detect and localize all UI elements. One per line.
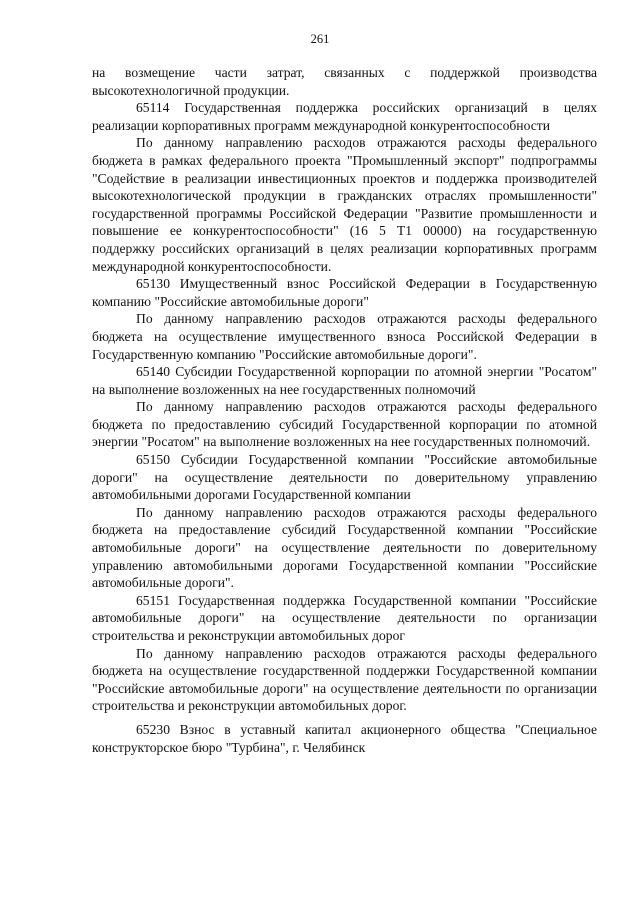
section-heading-65230: 65230 Взнос в уставный капитал акционерного общества "Специальное конструкторское бюро "Турбина", г. Челябинск — [92, 721, 597, 755]
section-heading-65140: 65140 Субсидии Государственной корпорации по атомной энергии "Росатом" на выполнение возложенных на нее государственных полномочий — [92, 364, 597, 397]
paragraph-65150-description: По данному направлению расходов отражаются расходы федерального бюджета на предоставление субсидий Государственной компании "Российские автомобильные дороги" на осуществление деятельности по доверительному управлению автомобильными дорогами Государственной компании "Российские автомобильные дороги". — [92, 504, 597, 591]
section-heading-65151: 65151 Государственная поддержка Государственной компании "Российские автомобильные дороги" на осуществление деятельности по организации строительства и реконструкции автомобильных дорог — [92, 592, 597, 643]
paragraph-65114-description: По данному направлению расходов отражаются расходы федерального бюджета в рамках федерального проекта "Промышленный экспорт" подпрограммы "Содействие в реализации инвестиционных проектов и поддержка производителей высокотехнологической продукции в гражданских отраслях промышленности" государственной программы Российской Федерации "Развитие промышленности и повышение ее конкурентоспособности" (16 5 Т1 00000) на государственную поддержку российских организаций в целях реализации корпоративных программ международной конкурентоспособности. — [92, 135, 597, 274]
paragraph-65140-description: По данному направлению расходов отражаются расходы федерального бюджета по предоставлению субсидий Государственной корпорации по атомной энергии "Росатом" на выполнение возложенных на нее государственных полномочий. — [92, 399, 597, 450]
document-body — [92, 64, 597, 756]
page-number: 261 — [310, 32, 330, 46]
section-heading-65150: 65150 Субсидии Государственной компании "Российские автомобильные дороги" на осуществление деятельности по доверительному управлению автомобильными дорогами Государственной компании — [92, 452, 597, 503]
paragraph-continuation: на возмещение части затрат, связанных с поддержкой производства высокотехнологичной продукции. — [92, 65, 597, 98]
paragraph-65151-description: По данному направлению расходов отражаются расходы федерального бюджета на осуществление государственной поддержки Государственной компании "Российские автомобильные дороги" на осуществление деятельности по организации строительства и реконструкции автомобильных дорог. — [92, 645, 597, 714]
section-heading-65114: 65114 Государственная поддержка российских организаций в целях реализации корпоративных программ международной конкурентоспособности — [92, 100, 597, 133]
paragraph-65130-description: По данному направлению расходов отражаются расходы федерального бюджета на осуществление имущественного взноса Российской Федерации в Государственную компанию "Российские автомобильные дороги". — [92, 311, 597, 362]
section-heading-65130: 65130 Имущественный взнос Российской Федерации в Государственную компанию "Российские автомобильные дороги" — [92, 276, 597, 309]
